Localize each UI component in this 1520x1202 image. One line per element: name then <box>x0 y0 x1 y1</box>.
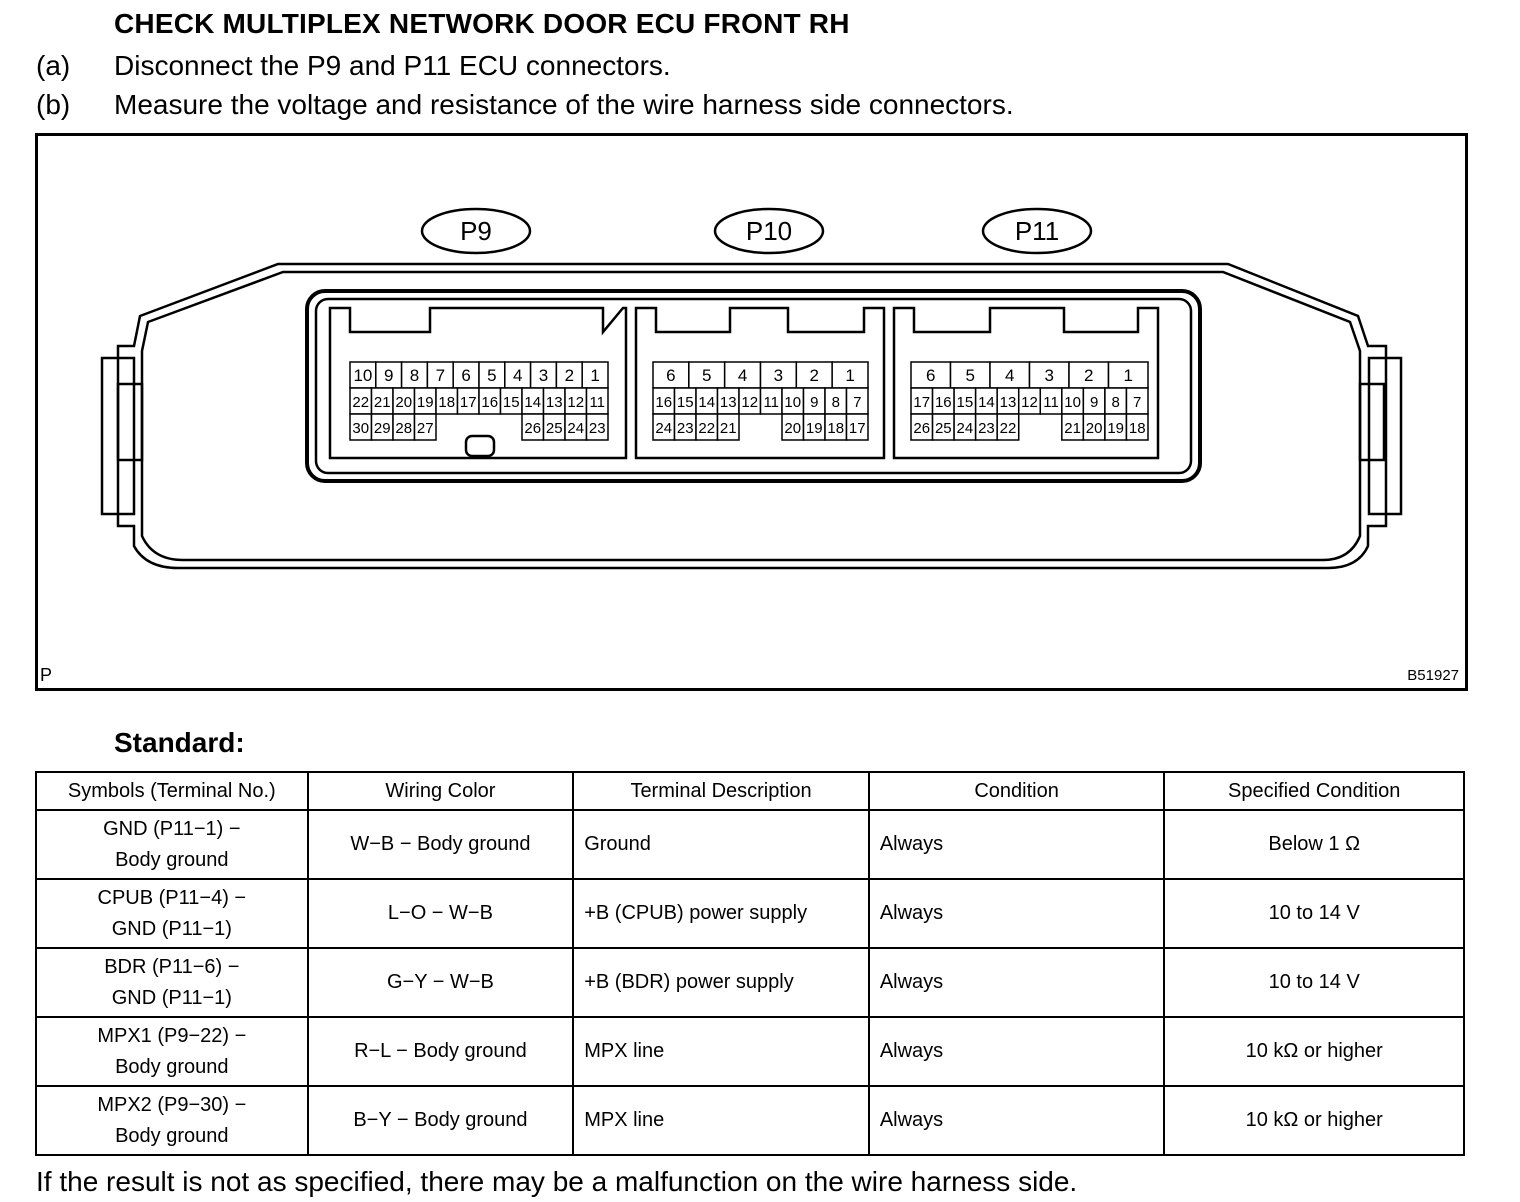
pin-number: 17 <box>848 420 866 437</box>
pin-number: 3 <box>773 366 784 385</box>
symbol-cell: GND (P11−1) − Body ground <box>36 810 308 879</box>
pin-number: 12 <box>741 394 759 411</box>
pin-number: 24 <box>567 420 585 437</box>
pin-number: 21 <box>1064 420 1081 437</box>
pin-number: 4 <box>737 366 748 385</box>
specified-condition-cell: 10 kΩ or higher <box>1164 1086 1464 1155</box>
pin-number: 14 <box>698 394 716 411</box>
pin-number: 8 <box>1111 394 1120 411</box>
pin-number: 8 <box>409 366 420 385</box>
table-row <box>36 1086 1464 1155</box>
pin-number: 11 <box>589 394 606 411</box>
pin-number: 10 <box>353 366 373 385</box>
pin-number: 6 <box>461 366 471 385</box>
pin-number: 16 <box>481 394 499 411</box>
description-cell: +B (CPUB) power supply <box>573 879 869 948</box>
ecu-connector-diagram <box>38 136 1465 688</box>
description-cell: +B (BDR) power supply <box>573 948 869 1017</box>
step-a <box>36 50 671 82</box>
pin-number: 5 <box>487 366 497 385</box>
pin-number: 22 <box>352 394 370 411</box>
pin-number: 21 <box>373 394 391 411</box>
pin-number: 20 <box>784 420 802 437</box>
header-terminal-description: Terminal Description <box>573 772 869 810</box>
pin-number: 1 <box>1123 366 1133 385</box>
pin-number: 1 <box>845 366 855 385</box>
pin-number: 7 <box>435 366 446 385</box>
pin-number: 26 <box>524 420 542 437</box>
condition-cell: Always <box>869 1017 1165 1086</box>
p11-label: P11 <box>1014 216 1060 246</box>
header-symbols: Symbols (Terminal No.) <box>36 772 308 810</box>
pin-number: 4 <box>1005 366 1015 385</box>
description-cell: Ground <box>573 810 869 879</box>
pin-number: 3 <box>538 366 549 385</box>
pin-number: 30 <box>352 420 370 437</box>
pin-number: 12 <box>1021 394 1038 411</box>
step-b-label: (b) <box>36 89 71 120</box>
wiring-color-cell: L−O − W−B <box>308 879 574 948</box>
table-header-row <box>36 772 1464 810</box>
pin-number: 19 <box>1107 420 1125 437</box>
pin-number: 20 <box>395 394 413 411</box>
pin-number: 26 <box>913 420 931 437</box>
pin-number: 13 <box>999 394 1017 411</box>
symbol-cell: BDR (P11−6) − GND (P11−1) <box>36 948 308 1017</box>
pin-number: 16 <box>934 394 952 411</box>
specified-condition-cell: 10 kΩ or higher <box>1164 1017 1464 1086</box>
condition-cell: Always <box>869 948 1165 1017</box>
wiring-color-cell: B−Y − Body ground <box>308 1086 574 1155</box>
table-row <box>36 948 1464 1017</box>
pin-number: 20 <box>1085 420 1103 437</box>
p9-pin-grid <box>350 362 608 440</box>
pin-number: 9 <box>1089 394 1099 411</box>
pin-number: 15 <box>502 394 520 411</box>
pin-number: 22 <box>698 420 716 437</box>
p9-label: P9 <box>460 216 492 246</box>
pin-number: 4 <box>512 366 523 385</box>
pin-number: 24 <box>655 420 673 437</box>
pin-number: 24 <box>956 420 974 437</box>
symbol-cell: CPUB (P11−4) − GND (P11−1) <box>36 879 308 948</box>
specified-condition-cell: Below 1 Ω <box>1164 810 1464 879</box>
pin-number: 14 <box>978 394 995 411</box>
pin-number: 25 <box>545 420 563 437</box>
step-b-text: Measure the voltage and resistance of the wire harness side connectors. <box>114 89 1014 120</box>
pin-number: 28 <box>395 420 413 437</box>
table-row <box>36 810 1464 879</box>
pin-number: 11 <box>763 394 780 411</box>
pin-number: 2 <box>809 366 819 385</box>
pin-number: 2 <box>1084 366 1094 385</box>
pin-number: 12 <box>567 394 585 411</box>
pin-number: 13 <box>545 394 563 411</box>
header-condition: Condition <box>869 772 1165 810</box>
description-cell: MPX line <box>573 1017 869 1086</box>
wiring-color-cell: W−B − Body ground <box>308 810 574 879</box>
pin-number: 25 <box>934 420 952 437</box>
pin-number: 11 <box>1043 394 1059 411</box>
pin-number: 16 <box>655 394 673 411</box>
p11-pin-grid <box>911 362 1148 440</box>
pin-number: 3 <box>1044 366 1054 385</box>
pin-number: 27 <box>416 420 434 437</box>
symbol-cell: MPX2 (P9−30) − Body ground <box>36 1086 308 1155</box>
p10-pin-grid <box>653 362 868 440</box>
pin-number: 7 <box>1133 394 1142 411</box>
pin-number: 13 <box>719 394 737 411</box>
pin-number: 1 <box>590 366 600 385</box>
specification-table <box>35 771 1465 1156</box>
pin-number: 5 <box>965 366 975 385</box>
pin-number: 9 <box>383 366 394 385</box>
pin-number: 15 <box>956 394 974 411</box>
symbol-cell: MPX1 (P9−22) − Body ground <box>36 1017 308 1086</box>
pin-number: 18 <box>827 420 845 437</box>
header-wiring-color: Wiring Color <box>308 772 574 810</box>
pin-number: 6 <box>666 366 676 385</box>
pin-number: 8 <box>831 394 840 411</box>
pin-number: 17 <box>459 394 477 411</box>
pin-number: 15 <box>676 394 694 411</box>
pin-number: 21 <box>719 420 737 437</box>
pin-number: 22 <box>999 420 1017 437</box>
condition-cell: Always <box>869 879 1165 948</box>
pin-number: 23 <box>588 420 606 437</box>
figure-code: B51927 <box>1407 667 1459 684</box>
step-b <box>36 89 1014 121</box>
pin-number: 10 <box>784 394 802 411</box>
pin-number: 18 <box>1128 420 1146 437</box>
pin-number: 10 <box>1064 394 1081 411</box>
wiring-color-cell: G−Y − W−B <box>308 948 574 1017</box>
pin-number: 7 <box>853 394 862 411</box>
pin-number: 17 <box>913 394 931 411</box>
specified-condition-cell: 10 to 14 V <box>1164 948 1464 1017</box>
wiring-color-cell: R−L − Body ground <box>308 1017 574 1086</box>
step-a-label: (a) <box>36 50 71 81</box>
pin-number: 23 <box>978 420 995 437</box>
footer-note: If the result is not as specified, there may be a malfunction on the wire harness side. <box>36 1166 1078 1197</box>
figure-corner-letter: P <box>40 665 53 685</box>
p10-label: P10 <box>745 216 793 246</box>
pin-number: 6 <box>926 366 936 385</box>
pin-number: 2 <box>564 366 575 385</box>
standard-label: Standard: <box>114 727 245 758</box>
pin-number: 19 <box>805 420 823 437</box>
pin-number: 23 <box>676 420 694 437</box>
description-cell: MPX line <box>573 1086 869 1155</box>
pin-number: 19 <box>416 394 434 411</box>
condition-cell: Always <box>869 810 1165 879</box>
pin-number: 14 <box>524 394 542 411</box>
page-title: CHECK MULTIPLEX NETWORK DOOR ECU FRONT RH <box>114 8 850 39</box>
pin-number: 29 <box>373 420 391 437</box>
table-row <box>36 879 1464 948</box>
header-specified-condition: Specified Condition <box>1164 772 1464 810</box>
step-a-text: Disconnect the P9 and P11 ECU connectors. <box>114 50 671 81</box>
pin-number: 18 <box>438 394 456 411</box>
pin-number: 5 <box>702 366 712 385</box>
ecu-connector-figure <box>35 133 1468 691</box>
condition-cell: Always <box>869 1086 1165 1155</box>
pin-number: 9 <box>810 394 819 411</box>
table-row <box>36 1017 1464 1086</box>
specified-condition-cell: 10 to 14 V <box>1164 879 1464 948</box>
